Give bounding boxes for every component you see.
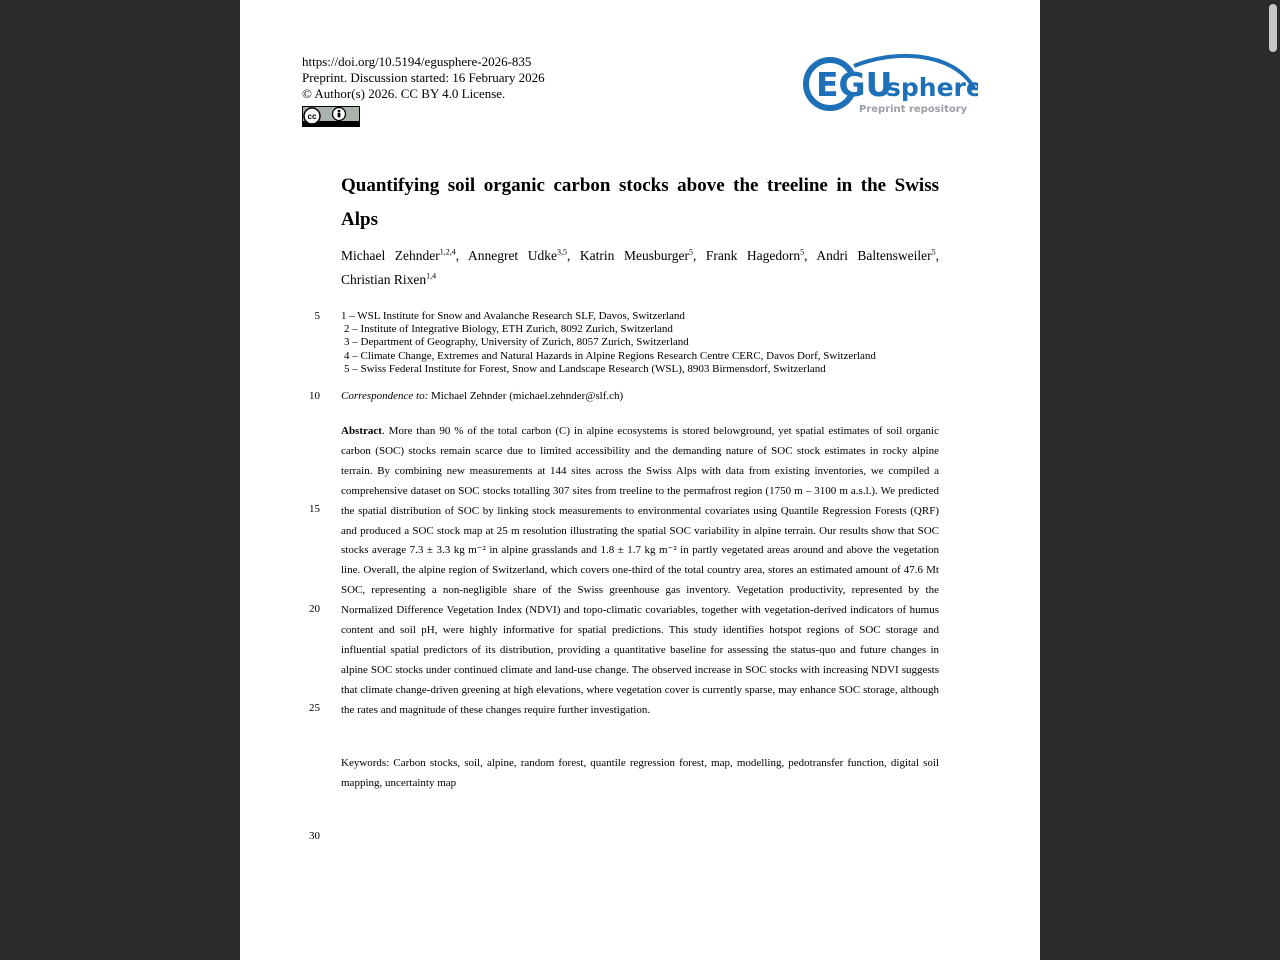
author: Katrin Meusburger — [579, 248, 689, 263]
affiliation: 1 – WSL Institute for Snow and Avalanche Research SLF, Davos, Switzerland — [341, 310, 685, 322]
line-number: 20 — [309, 603, 320, 615]
preprint-header — [302, 54, 545, 102]
pdf-page — [240, 0, 1040, 960]
svg-text:cc: cc — [307, 112, 317, 121]
affiliation: 3 – Department of Geography, University of Zurich, 8057 Zurich, Switzerland — [344, 336, 689, 349]
affiliation: 5 – Swiss Federal Institute for Forest, Snow and Landscape Research (WSL), 8903 Birmensdorf, Switzerland — [344, 362, 826, 375]
line-number: 10 — [309, 390, 320, 402]
author-row: Michael Zehnder$^{1,2,4}$, Annegret Udke$^{3,5}$, Katrin Meusburger$^5$, Frank Hagedorn$^5$, Andri Baltensweiler$^5$, — [341, 247, 940, 263]
author-affil: 1,4 — [426, 271, 437, 281]
author: Frank Hagedorn — [705, 248, 801, 263]
line-number: 25 — [309, 702, 320, 714]
author-affil: 3,5 — [556, 247, 567, 257]
author: Christian Rixen — [341, 272, 427, 287]
doi-link[interactable]: https://doi.org/10.5194/egusphere-2026-835 — [302, 54, 532, 69]
author: Annegret Udke — [467, 248, 557, 263]
preprint-date: Preprint. Discussion started: 16 February 2026 — [302, 70, 545, 85]
abstract-text: . More than 90 % of the total carbon (C) in alpine ecosystems is stored belowground, yet spatial estimates of soil organic carbon (SOC) stocks remain scarce due to limited accessibility and the demanding nature of SOC stock estimates in rocky alpine terrain. By combining new measurements at 144 sites across the Swiss Alps with data from existing inventories, we compiled a comprehensive dataset on SOC stocks totalling 307 sites from treeline to the permafrost region (1750 m – 3100 m a.s.l.). We predicted the spatial distribution of SOC by linking stock measurements to environmental covariates using Quantile Regression Forests (QRF) and produced a SOC stock map at 25 m resolution illustrating the spatial SOC variability in alpine terrain. Our results show that SOC stocks average 7.3 ± 3.3 kg m⁻² in alpine grasslands and 1.8 ± 1.7 kg m⁻² in partly vegetated areas around and above the vegetation line. Overall, the alpine region of Switzerland, which covers one-third of the total country area, stores an estimated amount of 47.6 Mt SOC, representing a non-negligible share of the Swiss greenhouse gas inventory. Vegetation productivity, represented by the Normalized Difference Vegetation Index (NDVI) and topo-climatic covariables, together with vegetation-derived indicators of humus content and soil pH, were highly informative for spatial predictions. This study identifies hotspot regions of SOC storage and influential spatial predictors of its distribution, providing a quantitative baseline for assessing the status-quo and future changes in alpine SOC stocks under continued climate and land-use change. The observed increase in SOC stocks with increasing NDVI suggests that climate change-driven greening at high elevations, where vegetation cover is currently sparse, may enhance SOC storage, although the rates and magnitude of these changes require further investigation. — [341, 425, 939, 716]
line-number: 30 — [309, 830, 320, 842]
license-text: © Author(s) 2026. CC BY 4.0 License. — [302, 86, 506, 101]
author: Andri Baltensweiler — [816, 248, 932, 263]
cc-by-license-icon[interactable] — [302, 106, 360, 127]
abstract-label: Abstract — [341, 425, 382, 437]
egusphere-logo-mark — [802, 52, 978, 118]
paper-title: Quantifying soil organic carbon stocks above the treeline in the Swiss Alps — [341, 175, 939, 230]
correspondence-email[interactable]: Michael Zehnder (michael.zehnder@slf.ch) — [431, 390, 624, 402]
scrollbar-thumb[interactable] — [1269, 4, 1277, 52]
affiliation: 4 – Climate Change, Extremes and Natural Hazards in Alpine Regions Research Centre CERC, Davos Dorf, Switzerland — [344, 349, 876, 362]
egusphere-logo — [802, 52, 978, 118]
logo-egu-text: EGU — [816, 65, 893, 104]
author-affil: 5 — [931, 247, 936, 257]
affiliation: 2 – Institute of Integrative Biology, ETH Zurich, 8092 Zurich, Switzerland — [344, 323, 673, 336]
correspondence-label: Correspondence to: — [341, 390, 429, 402]
author-affil: 1,2,4 — [439, 247, 456, 257]
affiliations — [341, 310, 876, 376]
abstract — [341, 422, 939, 721]
logo-tagline: Preprint repository — [859, 104, 968, 115]
author-affil: 5 — [688, 247, 693, 257]
keywords: Keywords: Carbon stocks, soil, alpine, random forest, quantile regression forest, map, modelling, pedotransfer function, digital soil mapping, uncertainty map — [341, 757, 939, 789]
author-affil: 5 — [800, 247, 805, 257]
logo-sphere-text: sphere — [886, 73, 978, 102]
correspondence — [341, 390, 623, 402]
line-number: 15 — [309, 503, 320, 515]
author: Michael Zehnder — [341, 248, 440, 263]
author-list — [341, 244, 939, 292]
vertical-scrollbar[interactable] — [1266, 0, 1280, 960]
line-number: 5 — [314, 310, 320, 322]
